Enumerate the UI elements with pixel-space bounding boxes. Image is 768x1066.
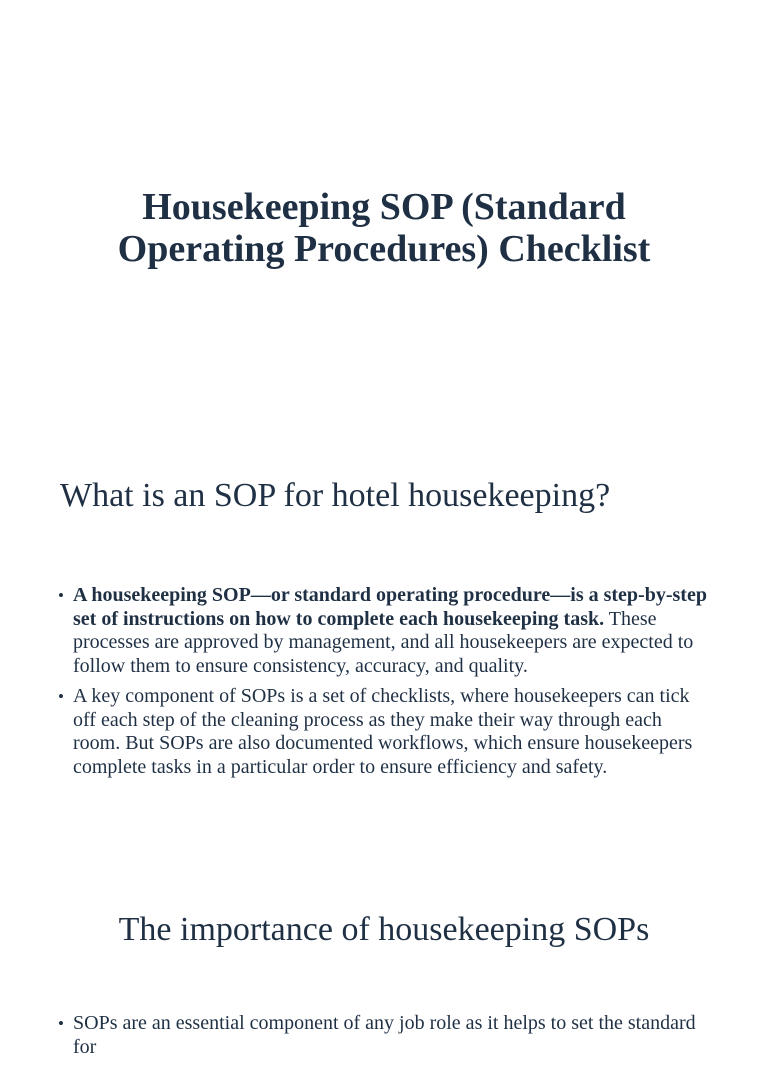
bullet-lead-text: A housekeeping SOP—or standard operating procedure—is a step-by-step set of instructions on how to complete each housekeeping task. [73, 584, 707, 630]
bullet-text: These processes are approved by management, and all housekeepers are expected to follow them to ensure consistency, accuracy, and quality. [73, 607, 694, 677]
bullet-text: A key component of SOPs is a set of checklists, where housekeepers can tick off each step of the cleaning process as they make their way through each room. But SOPs are also documented workflows, which ensure housekeepers complete tasks in a particular order to ensure efficiency and safety. [73, 685, 693, 778]
list-item [58, 1012, 708, 1059]
section-heading: The importance of housekeeping SOPs [118, 911, 650, 948]
bullet-list [58, 1012, 708, 1066]
bullet-text: SOPs are an essential component of any job role as it helps to set the standard for [73, 1012, 696, 1058]
document-title: Housekeeping SOP (Standard Operating Procedures) Checklist [117, 186, 651, 270]
bullet-icon: • [58, 586, 64, 605]
slide-what-is-sop [0, 420, 768, 880]
bullet-icon: • [58, 687, 64, 706]
section-heading: What is an SOP for hotel housekeeping? [60, 477, 611, 514]
list-item [58, 584, 708, 678]
bullet-list [58, 584, 708, 786]
slide-title [0, 0, 768, 420]
list-item [58, 685, 708, 779]
slide-importance [0, 880, 768, 1058]
bullet-icon: • [58, 1014, 64, 1033]
